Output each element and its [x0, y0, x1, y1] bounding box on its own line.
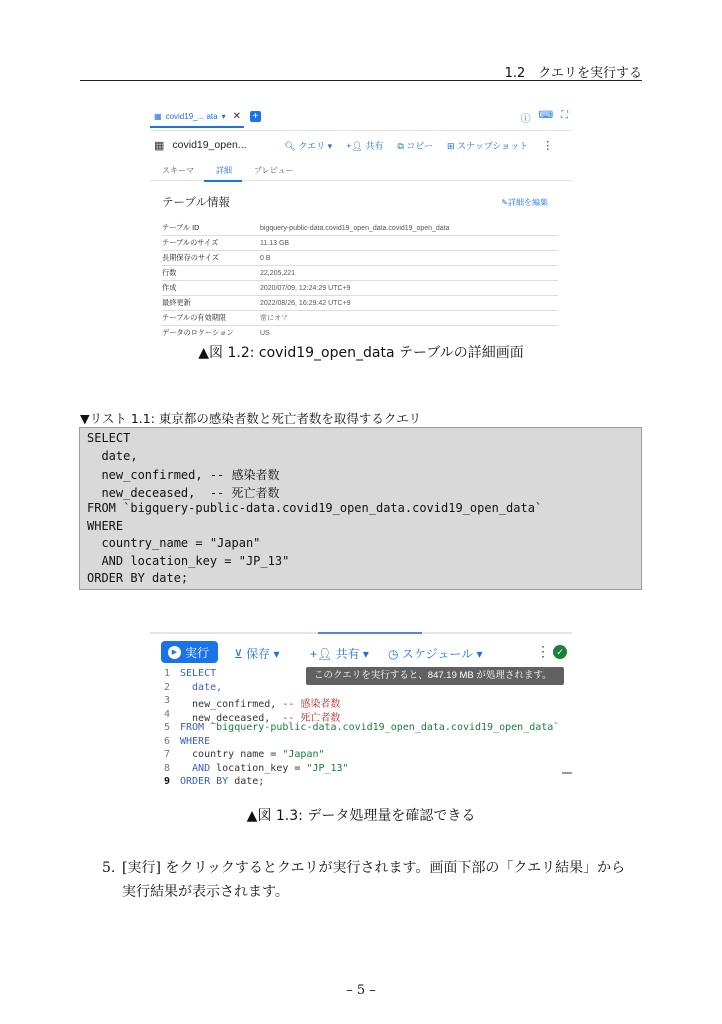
figure-caption: ▲図 1.2: covid19_open_data テーブルの詳細画面: [198, 345, 524, 361]
scrollbar[interactable]: [562, 772, 572, 774]
line-number: 5: [163, 722, 170, 733]
tab-covid19[interactable]: [150, 106, 244, 128]
run-button[interactable]: [161, 641, 218, 663]
line-number: 8: [163, 762, 170, 774]
table-icon: ▦: [154, 111, 162, 121]
tab-details[interactable]: 詳細: [204, 160, 242, 182]
figure-caption: ▲図 1.3: データ処理量を確認できる: [246, 808, 476, 824]
bytes-processed-tooltip: このクエリを実行すると、847.19 MB が処理されます。: [306, 667, 564, 685]
copy-button[interactable]: ⧉ コピー: [397, 140, 434, 151]
section-title: テーブル情報: [162, 197, 230, 209]
code-line: new_deceased, -- 死亡者数: [87, 485, 280, 500]
table-toolbar: [150, 132, 572, 158]
step-text-line: 実行結果が表示されます。: [122, 884, 289, 900]
step-number: 5.: [102, 860, 116, 876]
listing-caption: ▼リスト 1.1: 東京都の感染者数と死亡者数を取得するクエリ: [80, 411, 422, 426]
person-add-icon: +👤︎: [310, 647, 333, 661]
line-number: 6: [163, 735, 170, 747]
info-row: データのロケーション US: [162, 328, 270, 336]
line-number: 2: [163, 681, 170, 693]
line-number: 7: [163, 749, 170, 760]
code-listing: [79, 427, 642, 590]
run-label: 実行: [185, 645, 210, 660]
step-text: [122, 856, 642, 904]
table-details-screenshot: [150, 104, 572, 336]
code-line: WHERE: [87, 518, 124, 533]
info-icon[interactable]: ⓘ: [520, 114, 531, 125]
top-right-icons: [521, 110, 568, 125]
info-row: 長期保存のサイズ 0 B: [162, 251, 558, 266]
table-info: [162, 221, 558, 336]
code-line: SELECT: [87, 431, 131, 445]
clock-icon: ◷: [388, 647, 399, 661]
code-line: FROM `bigquery-public-data.covid19_open_data.covid19_open_data`: [180, 722, 560, 733]
table-icon: ▦: [154, 139, 165, 152]
new-tab-button[interactable]: +: [250, 111, 261, 122]
edit-details-link[interactable]: ✎詳細を編集: [501, 198, 548, 207]
info-row: 行数 22,205,221: [162, 266, 558, 281]
info-row: テーブル ID bigquery-public-data.covid19_open_data.covid19_open_data: [162, 221, 558, 236]
share-button[interactable]: +👤︎ 共有 ▾: [310, 647, 369, 661]
fullscreen-icon[interactable]: ⛶: [561, 110, 568, 121]
page-number: – 5 –: [346, 983, 376, 998]
editor-toolbar: [150, 636, 572, 666]
more-vert-icon[interactable]: ⋮: [542, 139, 554, 152]
info-row: テーブルの有効期限 常にオフ: [162, 311, 558, 326]
close-icon[interactable]: ✕: [232, 110, 242, 122]
chevron-down-icon[interactable]: ▾: [221, 111, 226, 121]
info-row: テーブルのサイズ 11.13 GB: [162, 236, 558, 251]
step-text-line: [実行] をクリックするとクエリが実行されます。画面下部の「クエリ結果」から: [122, 860, 626, 876]
code-line: AND location_key = "JP_13": [180, 762, 349, 774]
tab-preview[interactable]: プレビュー: [254, 166, 294, 175]
code-line: FROM `bigquery-public-data.covid19_open_data.covid19_open_data`: [87, 501, 543, 515]
pencil-icon: ✎: [501, 198, 508, 207]
tab-schema[interactable]: スキーマ: [162, 166, 194, 175]
snapshot-icon: ⊞: [447, 140, 455, 151]
share-button[interactable]: +👤︎ 共有: [346, 140, 384, 151]
code-line: country name = "Japan": [180, 749, 325, 760]
sql-editor[interactable]: [150, 668, 572, 798]
code-line: new_confirmed, -- 感染者数: [180, 699, 341, 710]
code-line: new_deceased, -- 死亡者数: [180, 712, 341, 724]
person-add-icon: +👤︎: [346, 140, 363, 151]
line-number: 1: [163, 668, 170, 679]
code-line: country_name = "Japan": [87, 536, 261, 550]
code-line: new_confirmed, -- 感染者数: [87, 468, 280, 482]
tab-label: covid19_... ata: [165, 111, 218, 121]
table-name: covid19_open...: [172, 139, 247, 151]
search-icon: 🔍︎: [284, 140, 296, 151]
code-line: date,: [87, 448, 138, 463]
code-line: WHERE: [180, 735, 211, 747]
line-number: 4: [163, 708, 170, 720]
code-line: date,: [180, 681, 223, 693]
line-number: 9: [163, 776, 170, 787]
snapshot-button[interactable]: ⊞ スナップショット: [447, 140, 529, 151]
detail-subtabs: [150, 160, 572, 181]
line-number: 3: [163, 695, 170, 706]
info-row: 作成 2020/07/09, 12:24:29 UTC+9: [162, 281, 558, 296]
schedule-button[interactable]: ◷ スケジュール ▾: [388, 647, 483, 661]
tab-bar: [150, 104, 572, 131]
info-row: 最終更新 2022/08/26, 16:29:42 UTC+9: [162, 296, 558, 311]
play-icon: ▶: [168, 646, 181, 659]
check-icon[interactable]: ✓: [553, 645, 567, 659]
code-line: SELECT: [180, 668, 217, 679]
query-editor-screenshot: [150, 632, 572, 798]
copy-icon: ⧉: [397, 140, 404, 151]
header-rule: [80, 80, 642, 81]
query-button[interactable]: 🔍︎ クエリ ▾: [284, 140, 333, 151]
running-header: 1.2 クエリを実行する: [504, 66, 642, 81]
code-line: ORDER BY date;: [87, 571, 189, 585]
save-icon: ⊻: [234, 647, 243, 661]
save-button[interactable]: ⊻ 保存 ▾: [234, 647, 280, 661]
code-line: ORDER BY date;: [180, 776, 265, 787]
more-vert-icon[interactable]: ⋮: [536, 643, 550, 659]
progress-indicator: [318, 632, 422, 634]
keyboard-icon[interactable]: ⌨: [538, 110, 553, 121]
code-line: AND location_key = "JP_13": [87, 553, 290, 568]
